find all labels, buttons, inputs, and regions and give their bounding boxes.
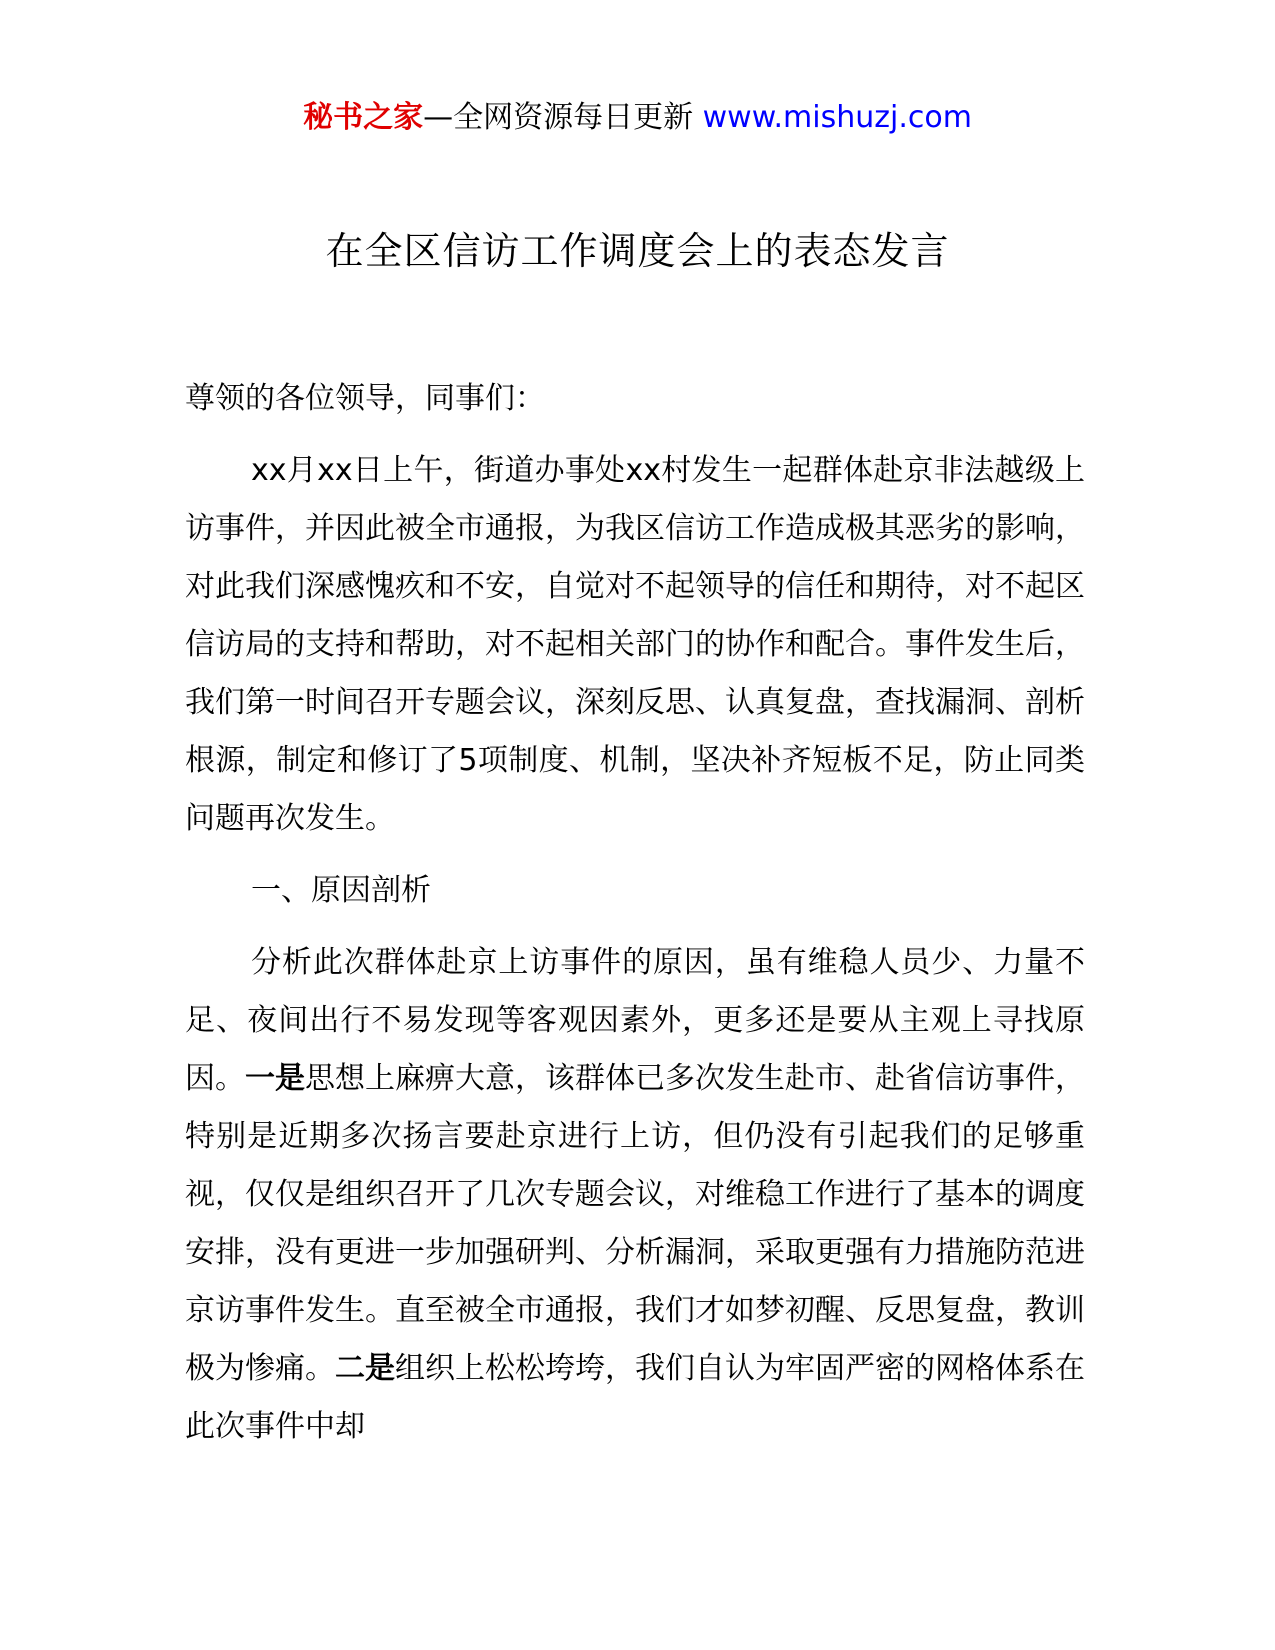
point-two-label: 二是 bbox=[335, 1351, 395, 1386]
paragraph-cause-analysis bbox=[185, 934, 1085, 1456]
site-url-link[interactable]: www.mishuzj.com bbox=[702, 100, 972, 135]
paragraph-intro: xx月xx日上午，街道办事处xx村发生一起群体赴京非法越级上访事件，并因此被全市通报，为我区信访工作造成极其恶劣的影响，对此我们深感愧疚和不安，自觉对不起领导的信任和期待，对不起区信访局的支持和帮助，对不起相关部门的协作和配合。事件发生后，我们第一时间召开专题会议，深刻反思、认真复盘，查找漏洞、剖析根源，制定和修订了5项制度、机制，坚决补齐短板不足，防止同类问题再次发生。 bbox=[185, 453, 1085, 836]
site-brand: 秘书之家 bbox=[303, 100, 424, 135]
point-two-text: 组织上松松垮垮，我们自认为牢固严密的网格体系在此次事件中却 bbox=[185, 1351, 1085, 1444]
cause-intro-text: 分析此次群体赴京上访事件的原因，虽有维稳人员少、力量不足、夜间出行不易发现等客观因素外，更多还是要从主观上寻找原因。 bbox=[185, 945, 1085, 1096]
section-heading-cause-analysis: 一、原因剖析 bbox=[251, 873, 431, 908]
document-title: 在全区信访工作调度会上的表态发言 bbox=[325, 229, 950, 273]
site-slogan: —全网资源每日更新 bbox=[423, 100, 703, 135]
salutation: 尊领的各位领导，同事们： bbox=[185, 381, 545, 416]
document-body bbox=[185, 370, 1085, 1470]
point-one-text: 思想上麻痹大意，该群体已多次发生赴市、赴省信访事件，特别是近期多次扬言要赴京进行上访，但仍没有引起我们的足够重视，仅仅是组织召开了几次专题会议，对维稳工作进行了基本的调度安排，没有更进一步加强研判、分析漏洞，采取更强有力措施防范进京访事件发生。直至被全市通报，我们才如梦初醒、反思复盘，教训极为惨痛。 bbox=[185, 1061, 1085, 1386]
site-header bbox=[0, 98, 1275, 138]
point-one-label: 一是 bbox=[245, 1061, 305, 1096]
